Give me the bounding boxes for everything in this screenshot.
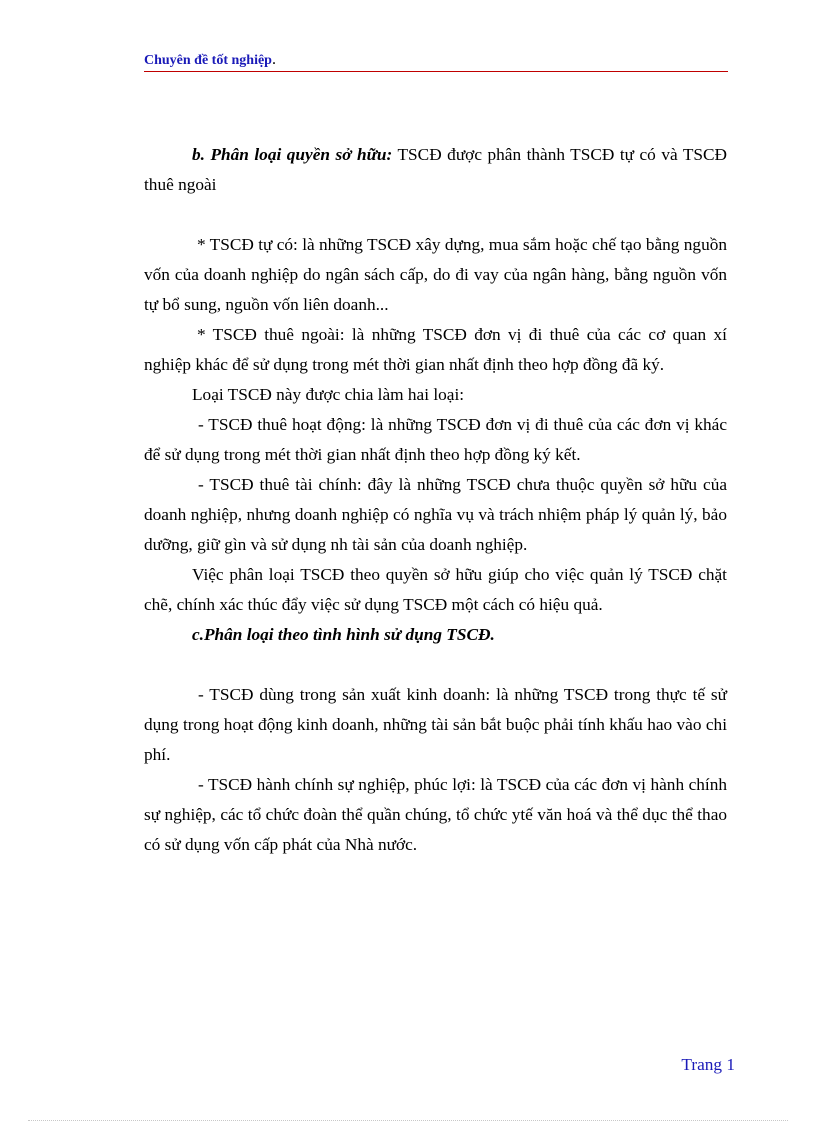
header-title: Chuyên đề tốt nghiệp (144, 53, 272, 68)
section-c-heading: c.Phân loại theo tình hình sử dụng TSCĐ. (192, 625, 495, 644)
page-header (144, 51, 728, 72)
paragraph-leased-assets: * TSCĐ thuê ngoài: là những TSCĐ đơn vị đi thuê của các cơ quan xí nghiệp khác để sử dụng trong mét thời gian nhất định theo hợp đồng đã ký. (144, 325, 727, 374)
paragraph-owned-assets: * TSCĐ tự có: là những TSCĐ xây dựng, mua sắm hoặc chế tạo bằng nguồn vốn của doanh nghiệp do ngân sách cấp, do đi vay của ngân hàng, bằng nguồn vốn tự bổ sung, nguồn vốn liên doanh... (144, 235, 727, 314)
document-body (144, 140, 727, 860)
paragraph-finance-lease: - TSCĐ thuê tài chính: đây là những TSCĐ chưa thuộc quyền sở hữu của doanh nghiệp, nhưng doanh nghiệp có nghĩa vụ và trách nhiệm pháp lý quản lý, bảo dưỡng, giữ gìn và sử dụng nh tài sản của doanh nghiệp. (144, 475, 727, 554)
section-b-heading: b. Phân loại quyền sở hữu: (192, 145, 393, 164)
paragraph-business-use-assets: - TSCĐ dùng trong sản xuất kinh doanh: là những TSCĐ trong thực tế sử dụng trong hoạt động kinh doanh, những tài sản bắt buộc phải tính khấu hao vào chi phí. (144, 685, 727, 764)
header-dot: . (271, 51, 276, 68)
section-b-intro-text: TSCĐ được phân thành TSCĐ tự có và TSCĐ thuê ngoài (144, 145, 727, 194)
paragraph-operating-lease: - TSCĐ thuê hoạt động: là những TSCĐ đơn vị đi thuê của các đơn vị khác để sử dụng trong mét thời gian nhất định theo hợp đồng ký kết. (144, 415, 727, 464)
section-b-intro-paragraph (144, 140, 727, 200)
paragraph-ownership-classification: Việc phân loại TSCĐ theo quyền sở hữu giúp cho việc quản lý TSCĐ chặt chẽ, chính xác thúc đẩy việc sử dụng TSCĐ một cách có hiệu quả. (144, 565, 727, 614)
page-number: Trang 1 (681, 1055, 735, 1074)
paragraph-administrative-assets: - TSCĐ hành chính sự nghiệp, phúc lợi: là TSCĐ của các đơn vị hành chính sự nghiệp, các tổ chức đoàn thể quần chúng, tổ chức ytế văn hoá và thể dục thể thao có sử dụng vốn cấp phát của Nhà nước. (144, 775, 727, 854)
page-bottom-divider (28, 1120, 788, 1121)
paragraph-lease-types: Loại TSCĐ này được chia làm hai loại: (192, 385, 465, 404)
